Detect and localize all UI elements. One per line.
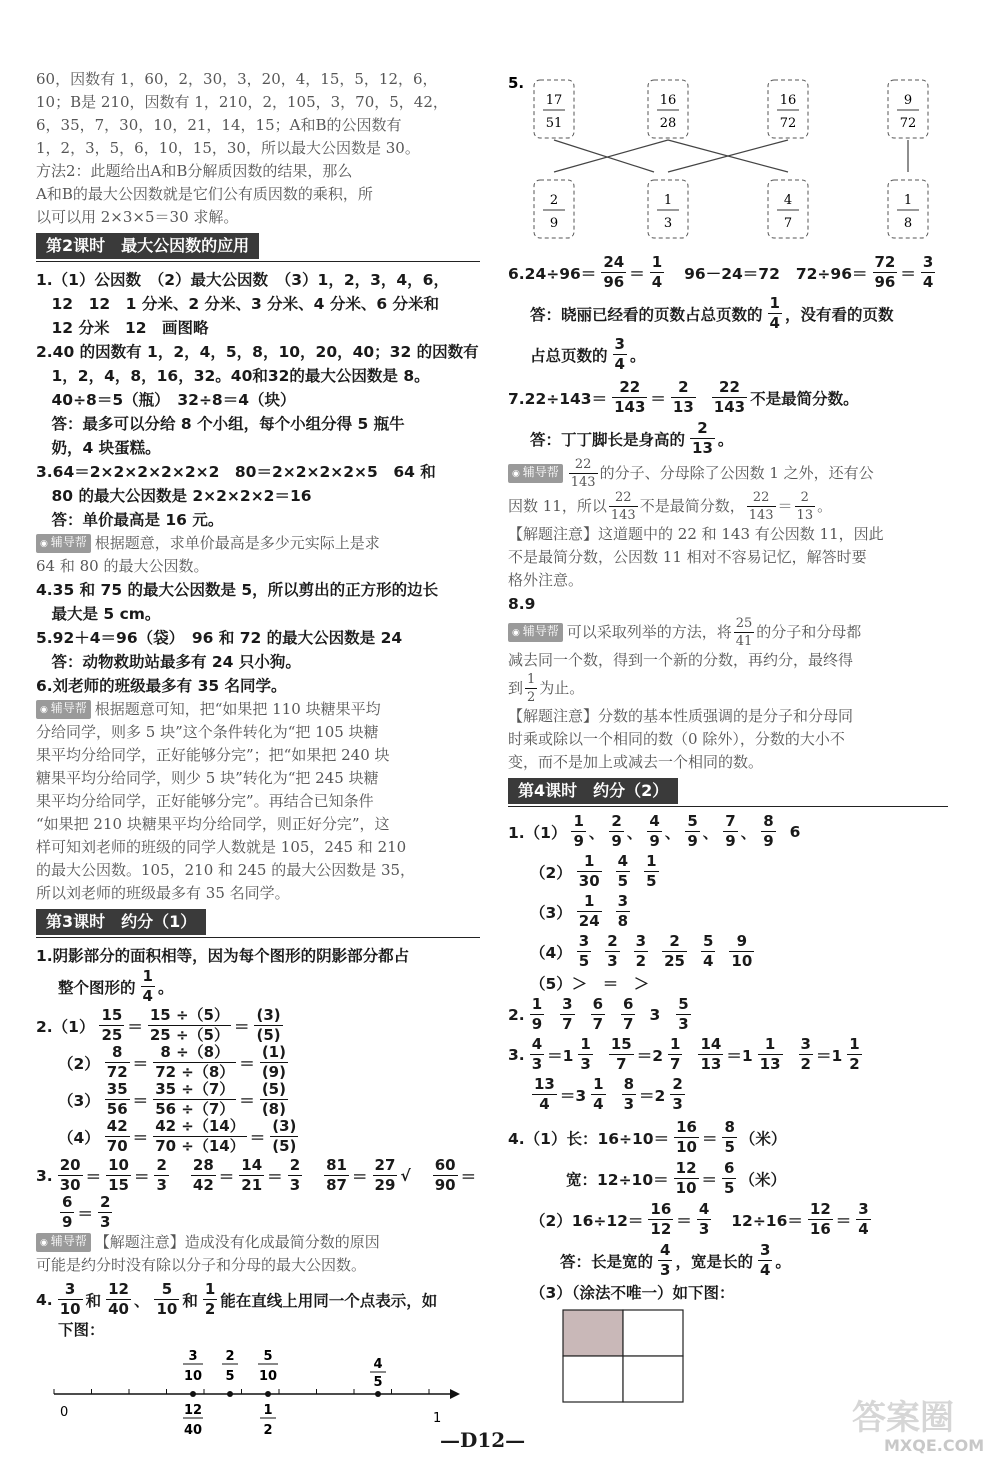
tip-line: 所以刘老师的班级最多有 35 名同学。 <box>36 884 290 902</box>
box-denominator: 72 <box>899 116 917 131</box>
number-line-start: 0 <box>60 1405 69 1420</box>
note-line: 【解题注意】分数的基本性质强调的是分子和分母同 <box>508 707 854 725</box>
note-line: 格外注意。 <box>508 571 584 589</box>
frac-den: 5 <box>225 1369 235 1384</box>
answer-line: 5.92＋4＝96（袋） 96 和 72 的最大公因数是 24 <box>36 629 403 647</box>
answer-line: 4.（1）长：16÷10＝ 16 10 ＝ 8 5 （米） <box>508 1118 787 1156</box>
answer-line: 1.阴影部分的面积相等，因为每个图形的阴影部分都占 <box>36 947 410 965</box>
box-numerator: 16 <box>779 93 797 108</box>
answer-line: 8.9 <box>508 595 536 613</box>
tip-line <box>36 698 480 721</box>
frac-num: 1 <box>263 1403 273 1418</box>
answer-text: 不是最简分数。 <box>750 389 859 408</box>
answer-line: 答：长是宽的 4 3 ，宽是长的 3 4 。 <box>560 1241 791 1279</box>
answer-text: 宽：12÷10＝ <box>566 1170 669 1189</box>
box-denominator: 8 <box>903 216 913 231</box>
box-denominator: 51 <box>545 116 563 131</box>
fraction-row: （3） 35 56 ＝ 35 ÷（7） 56 ÷（7） ＝ (5) (8) <box>58 1080 286 1118</box>
watermark-url: MXQE.COM <box>884 1436 985 1455</box>
box-denominator: 72 <box>779 116 797 131</box>
fraction-row: （4） 42 70 ＝ 42 ÷（14） 70 ÷（14） ＝ (3) (5) <box>58 1117 297 1155</box>
tip-text: 根据题意可知，把“如果把 110 块糖果平均 <box>94 700 381 718</box>
tip-text: 的分子和分母都 <box>756 623 862 641</box>
page-number: —D12— <box>440 1428 526 1452</box>
tip-line: ◉ 辅导帮 22 143 的分子、分母除了公因数 1 之外，还有公 <box>508 457 948 490</box>
fraction-row: 3. 20 30 ＝ 10 15 ＝ 2 3 28 42 ＝ 14 21 ＝ 2 3 81 87 ＝ 27 29 √ 60 90 ＝ <box>36 1156 477 1194</box>
answer-line: 答：单价最高是 16 元。 <box>36 511 224 529</box>
box-numerator: 2 <box>549 193 559 208</box>
tip-line: 样可知刘老师的班级的同学人数就是 105，245 和 210 <box>36 838 407 856</box>
tip-line <box>36 1231 480 1254</box>
intro-block <box>36 68 480 229</box>
answer-text: 答：晓丽已经看的页数占总页数的 <box>530 305 763 324</box>
tip-label: ◉ 辅导帮 <box>36 700 91 719</box>
answer-line: 40÷8＝5（瓶） 32÷8＝4（块） <box>36 391 296 409</box>
match-line <box>554 140 668 172</box>
intro-line: 方法2：此题给出A和B分解质因数的结果，那么 <box>36 162 353 180</box>
intro-line: A和B的最大公因数就是它们公有质因数的乘积，所 <box>36 185 373 203</box>
matching-diagram <box>508 68 948 246</box>
tip-line: 糖果平均分给同学，则少 5 块”转化为“把 245 块糖 <box>36 769 379 787</box>
section-header-lesson4 <box>508 778 948 807</box>
lesson2-answers <box>36 268 480 905</box>
frac-num: 12 <box>183 1403 203 1418</box>
fraction-row: （5）＞ ＝ ＞ <box>530 975 650 993</box>
lesson3-answers <box>36 944 480 1438</box>
frac-num: 5 <box>263 1349 273 1364</box>
answer-line: 7.22÷143＝ 22 143 ＝ 2 13 22 143 不是最简分数。 <box>508 378 859 416</box>
answer-line: 80 的最大公因数是 2×2×2×2＝16 <box>36 487 312 505</box>
note-line: 变，而不是加上或减去一个相同的数。 <box>508 753 764 771</box>
answer-line: 答：动物救助站最多有 24 只小狗。 <box>36 653 301 671</box>
tip-line: ◉ 辅导帮 可以采取列举的方法，将 25 41 的分子和分母都 <box>508 616 948 649</box>
answer-line: 最大是 5 cm。 <box>36 605 161 623</box>
intro-line: 1，2，3，5，6，10，15，30，所以最大公因数是 30。 <box>36 139 420 157</box>
tip-label: ◉ 辅导帮 <box>508 464 563 483</box>
intro-line: 60，因数有 1，60，2，30，3，20，4，15，5，12，6， <box>36 70 438 88</box>
tip-line: 因数 11，所以 22 143 不是最简分数， 22 143 ＝ 2 13 。 <box>508 490 833 523</box>
answer-line: 宽：12÷10＝ 12 10 ＝ 6 5 （米） <box>566 1159 786 1197</box>
tip-line: 到 1 2 为止。 <box>508 672 585 705</box>
note-line: 时乘或除以一个相同的数（0 除外），分数的大小不 <box>508 730 845 748</box>
answer-line: 6.24÷96＝ 24 96 ＝ 1 4 96－24＝72 72÷96＝ 72 96 ＝ 3 4 <box>508 253 934 291</box>
box-denominator: 9 <box>549 216 559 231</box>
section-title: 第2课时 最大公因数的应用 <box>36 233 259 259</box>
answer-line: 6.刘老师的班级最多有 35 名同学。 <box>36 677 287 695</box>
answer-line: 12 分米 12 画图略 <box>36 319 209 337</box>
note-line: 不是最简分数，公因数 11 相对不容易记忆，解答时要 <box>508 548 867 566</box>
section-title: 第4课时 约分（2） <box>508 778 678 804</box>
fraction: 1 4 <box>142 967 153 1005</box>
frac-den: 40 <box>183 1423 203 1438</box>
answer-text: ，宽是长的 <box>675 1252 753 1271</box>
fraction-row: 1.（1） 1 9 、 2 9 、 4 9 、 5 9 、 7 9 、 8 9 6 <box>508 812 801 850</box>
box-denominator: 7 <box>783 216 793 231</box>
fraction-row: （2） 8 72 ＝ 8 ÷（8） 72 ÷（8） ＝ (1) (9) <box>58 1043 286 1081</box>
answer-line: 3.64＝2×2×2×2×2×2 80＝2×2×2×2×5 64 和 <box>36 463 436 481</box>
answer-text: 12÷16＝ <box>731 1211 803 1230</box>
tip-line: 果平均分给同学，正好能够分完”。再结合已知条件 <box>36 792 374 810</box>
answer-text: 答：长是宽的 <box>560 1252 654 1271</box>
watermark-logo: 答案圈 <box>852 1398 954 1438</box>
question-number: 5. <box>508 74 525 92</box>
tip-label: ◉ 辅导帮 <box>36 534 91 553</box>
answer-line: 下图： <box>58 1321 105 1339</box>
answer-text: （2）16÷12＝ <box>530 1211 644 1230</box>
grid-cell <box>563 1356 623 1402</box>
frac-num: 2 <box>225 1349 235 1364</box>
tip-line: 64 和 80 的最大公因数。 <box>36 557 209 575</box>
box-numerator: 9 <box>903 93 913 108</box>
answer-line <box>58 968 480 1005</box>
grid-cell <box>623 1310 683 1356</box>
point-5-10 <box>265 1391 271 1397</box>
frac-den: 2 <box>263 1423 273 1438</box>
point-4-5 <box>375 1391 381 1397</box>
fraction-row: 2. 1 9 3 7 6 7 6 7 3 5 3 <box>508 995 689 1033</box>
intro-line: 以可以用 2×3×5＝30 求解。 <box>36 208 239 226</box>
fraction-row: 2.（1） 15 25 ＝ 15 ÷（5） 25 ÷（5） ＝ (3) (5) <box>36 1006 281 1044</box>
tip-text: 根据题意，求单价最高是多少元实际上是求 <box>94 534 380 552</box>
answer-line: 2.40 的因数有 1，2，4，5，8，10，20，40；32 的因数有 <box>36 343 479 361</box>
tip-label: ◉ 辅导帮 <box>36 1233 91 1252</box>
tip-text: 到 <box>508 679 524 697</box>
number-line-end: 1 <box>433 1411 442 1426</box>
answer-text: 4.（1）长：16÷10＝ <box>508 1129 670 1148</box>
box-numerator: 1 <box>903 193 913 208</box>
answer-text: （米） <box>739 1170 786 1189</box>
tip-text: 的分子、分母除了公因数 1 之外，还有公 <box>599 464 874 482</box>
answer-line: 4.35 和 75 的最大公因数是 5，所以剪出的正方形的边长 <box>36 581 439 599</box>
tip-text: 为止。 <box>539 679 585 697</box>
tip-line <box>36 532 480 555</box>
tip-line: 分给同学，则多 5 块”这个条件转化为“把 105 块糖 <box>36 723 379 741</box>
answer-text: 答：丁丁脚长是身高的 <box>530 430 686 449</box>
answer-line: 4. 3 10 和 12 40 、 5 10 和 1 2 能在直线上用同一个点表示，如 <box>36 1280 438 1318</box>
note-line: 【解题注意】这道题中的 22 和 143 有公因数 11，因此 <box>508 525 884 543</box>
answer-text: 。 <box>157 978 174 997</box>
number-line <box>50 1342 470 1438</box>
frac-den: 5 <box>373 1375 383 1390</box>
arrow-icon <box>450 1389 460 1399</box>
tip-text: 可以采取列举的方法，将 <box>566 623 732 641</box>
answer-text: 。 <box>775 1252 791 1271</box>
answer-line: 占总页数的 3 4 。 <box>530 335 646 373</box>
match-boxes <box>534 80 928 238</box>
answer-line: 答：最多可以分给 8 个小组，每个小组分得 5 瓶牛 <box>36 415 405 433</box>
point-2-5 <box>227 1391 233 1397</box>
answer-text: （米） <box>739 1129 787 1148</box>
answer-line: （3）（涂法不唯一）如下图： <box>530 1284 735 1302</box>
tip-line: 可能是约分时没有除以分子和分母的最大公因数。 <box>36 1256 367 1274</box>
grid-cell <box>623 1356 683 1402</box>
tip-line: 的最大公因数。105，210 和 245 的最大公因数是 35， <box>36 861 416 879</box>
box-numerator: 1 <box>663 193 673 208</box>
box-denominator: 3 <box>663 216 673 231</box>
tip-label: ◉ 辅导帮 <box>508 623 563 642</box>
answer-line: 1.（1）公因数 （2）最大公因数 （3）1，2，3，4，6， <box>36 271 449 289</box>
answer-text: 能在直线上用同一个点表示，如 <box>220 1291 438 1310</box>
shaded-grid <box>562 1309 692 1405</box>
fraction-row: 13 4 ＝3 1 4 8 3 ＝2 2 3 <box>534 1075 683 1113</box>
box-denominator: 28 <box>659 116 677 131</box>
tip-line: 减去同一个数，得到一个新的分数，再约分，最终得 <box>508 651 854 669</box>
tip-text: 不是最简分数， <box>639 497 745 515</box>
answer-text: 整个图形的 <box>58 978 136 997</box>
tip-text: 因数 11，所以 <box>508 497 607 515</box>
answer-line: 答：晓丽已经看的页数占总页数的 1 4 ，没有看的页数 <box>530 294 894 332</box>
answer-text: 占总页数的 <box>530 346 608 365</box>
shaded-cell <box>563 1310 623 1356</box>
tip-line: 果平均分给同学，正好能够分完”；把“如果把 240 块 <box>36 746 390 764</box>
fraction-row: （4） 3 5 2 3 3 2 2 25 5 4 9 10 <box>530 932 753 970</box>
fraction-row: 3. 4 3 ＝1 1 3 15 7 ＝2 1 7 14 13 ＝1 1 13 3 2 ＝1 1 2 <box>508 1035 860 1073</box>
intro-line: 6，35，7，30，10，21，14，15；A和B的公因数有 <box>36 116 402 134</box>
answer-line: 1，2，4，8，16，32。40和32的最大公因数是 8。 <box>36 367 430 385</box>
frac-den: 10 <box>183 1369 203 1384</box>
point-3-10 <box>190 1391 196 1397</box>
answer-line: （2）16÷12＝ 16 12 ＝ 4 3 12÷16＝ 12 16 ＝ 3 4 <box>530 1200 869 1238</box>
section-header-lesson3 <box>36 909 480 938</box>
answer-text: ，没有看的页数 <box>784 305 894 324</box>
right-column <box>508 68 948 1405</box>
answer-line: 奶，4 块蛋糕。 <box>36 439 161 457</box>
fraction-row: 6 9 ＝ 2 3 <box>62 1193 111 1231</box>
tip-line: “如果把 210 块糖果平均分给同学，则正好分完”，这 <box>36 815 390 833</box>
box-numerator: 4 <box>783 193 793 208</box>
frac-den: 10 <box>258 1369 278 1384</box>
tip-text: 【解题注意】造成没有化成最简分数的原因 <box>94 1233 380 1251</box>
box-numerator: 16 <box>659 93 677 108</box>
answer-line: 12 12 1 分米、2 分米、3 分米、4 分米、6 分米和 <box>36 295 440 313</box>
left-column <box>36 68 480 1438</box>
frac-num: 4 <box>373 1357 383 1372</box>
section-header-lesson2 <box>36 233 480 262</box>
answer-line: 答：丁丁脚长是身高的 2 13 。 <box>530 419 734 457</box>
box-numerator: 17 <box>545 93 563 108</box>
fraction-row: （3） 1 24 3 8 <box>530 892 629 930</box>
frac-num: 3 <box>188 1349 198 1364</box>
intro-line: 10；B是 210，因数有 1，210，2，105，3，70，5，42， <box>36 93 448 111</box>
section-title: 第3课时 约分（1） <box>36 909 206 935</box>
fraction-row: （2） 1 30 4 5 1 5 <box>530 852 657 890</box>
